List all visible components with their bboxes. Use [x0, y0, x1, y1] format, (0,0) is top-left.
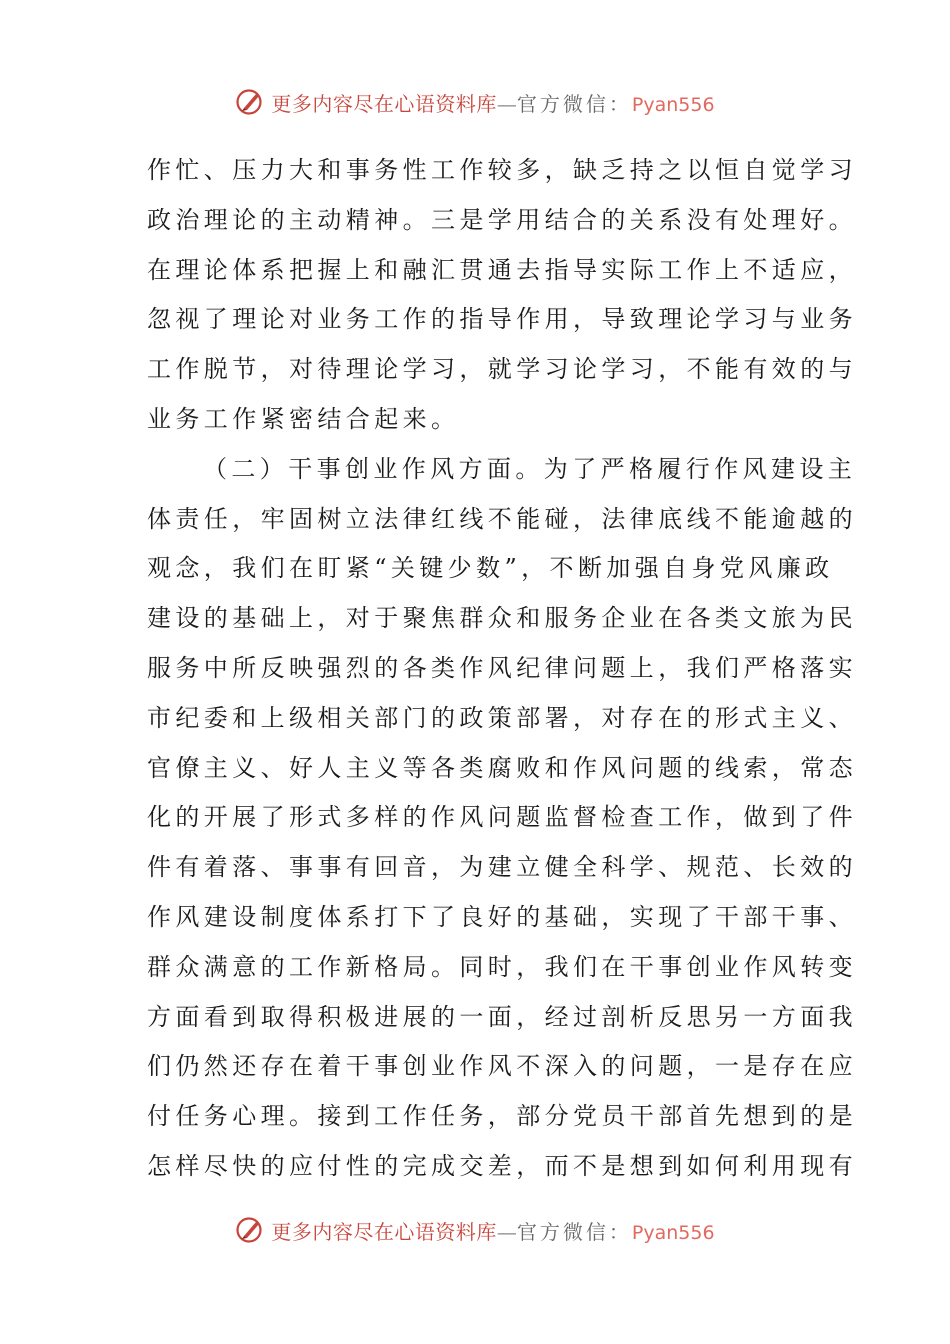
header-watermark-banner — [0, 82, 950, 122]
watermark-brand: 更多内容尽在心语资料库 — [271, 1219, 497, 1244]
body-line: 作风建设制度体系打下了良好的基础，实现了干部干事、 — [147, 902, 857, 931]
body-line: 业务工作紧密结合起来。 — [147, 404, 460, 433]
body-line: 化的开展了形式多样的作风问题监督检查工作，做到了件 — [147, 803, 857, 832]
body-line: 件有着落、事事有回音，为建立健全科学、规范、长效的 — [147, 853, 857, 882]
watermark-wechat-id: Pyan556 — [631, 93, 715, 116]
watermark-dash: — — [496, 91, 517, 116]
body-line: 群众满意的工作新格局。同时，我们在干事创业作风转变 — [147, 952, 857, 981]
body-line: 怎样尽快的应付性的完成交差，而不是想到如何利用现有 — [147, 1151, 857, 1180]
body-line: 建设的基础上，对于聚焦群众和服务企业在各类文旅为民 — [147, 604, 857, 633]
pen-circle-logo-icon — [235, 1215, 265, 1245]
watermark-text — [271, 88, 714, 117]
body-line: 工作脱节，对待理论学习，就学习论学习，不能有效的与 — [147, 355, 857, 384]
body-line: 体责任，牢固树立法律红线不能碰，法律底线不能逾越的 — [147, 504, 857, 533]
body-line: 观念，我们在盯紧“关键少数”，不断加强自身党风廉政 — [147, 554, 834, 583]
watermark-label: 官方微信： — [516, 1219, 632, 1244]
section-heading-line: （二）干事创业作风方面。为了严格履行作风建设主 — [203, 454, 857, 483]
body-line: 方面看到取得积极进展的一面，经过剖析反思另一方面我 — [147, 1002, 857, 1031]
watermark-wechat-id: Pyan556 — [631, 1221, 715, 1244]
body-line: 服务中所反映强烈的各类作风纪律问题上，我们严格落实 — [147, 653, 857, 682]
body-line: 作忙、压力大和事务性工作较多，缺乏持之以恒自觉学习 — [147, 156, 857, 184]
body-line: 们仍然还存在着干事创业作风不深入的问题，一是存在应 — [147, 1052, 857, 1081]
watermark-dash: — — [496, 1219, 517, 1244]
body-line: 在理论体系把握上和融汇贯通去指导实际工作上不适应， — [147, 255, 857, 284]
body-line: 付任务心理。接到工作任务，部分党员干部首先想到的是 — [147, 1102, 857, 1131]
body-line: 忽视了理论对业务工作的指导作用，导致理论学习与业务 — [147, 305, 857, 334]
watermark-brand: 更多内容尽在心语资料库 — [271, 91, 497, 116]
watermark-text — [271, 1216, 714, 1245]
body-line: 官僚主义、好人主义等各类腐败和作风问题的线索，常态 — [147, 753, 857, 782]
body-line: 政治理论的主动精神。三是学用结合的关系没有处理好。 — [147, 205, 857, 234]
footer-watermark-banner — [0, 1210, 950, 1250]
watermark-label: 官方微信： — [516, 91, 632, 116]
pen-circle-logo-icon — [235, 87, 265, 117]
document-body — [147, 146, 857, 1192]
body-line: 市纪委和上级相关部门的政策部署，对存在的形式主义、 — [147, 703, 857, 732]
